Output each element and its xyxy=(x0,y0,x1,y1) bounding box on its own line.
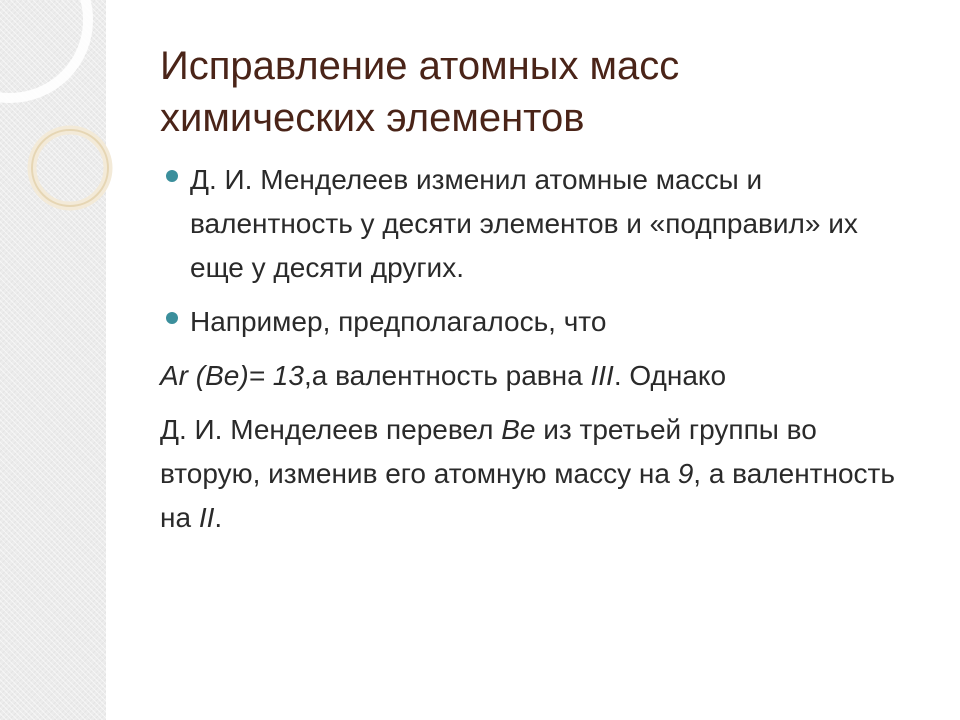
decorative-ring-small-inner xyxy=(32,130,108,206)
element-symbol: Be xyxy=(501,414,536,445)
bullet-dot-icon xyxy=(166,170,178,182)
text-segment: . Однако xyxy=(613,360,727,391)
paragraph-mendeleev-change xyxy=(160,408,900,540)
valence-roman: III xyxy=(590,360,614,391)
paragraph-beryllium-mass xyxy=(160,354,900,398)
bullet-item xyxy=(160,158,900,290)
decorative-ring-large xyxy=(0,0,88,98)
text-segment: . xyxy=(214,502,223,533)
text-segment: из третьей группы во вторую, изменив его атомную массу на xyxy=(160,414,817,489)
bullet-item xyxy=(160,300,900,344)
mass-value: 9 xyxy=(677,458,694,489)
slide-title: Исправление атомных масс химических элементов xyxy=(160,44,680,140)
decorative-rings xyxy=(0,0,160,240)
slide-body xyxy=(160,158,900,550)
bullet-text: Д. И. Менделеев изменил атомные массы и валентность у десяти элементов и «подправил» их еще у десяти других. xyxy=(190,164,858,283)
text-segment: Д. И. Менделеев перевел xyxy=(160,414,502,445)
text-segment: ,а валентность равна xyxy=(303,360,591,391)
formula-ar-be: Ar (Be)= 13 xyxy=(160,360,304,391)
valence-roman: II xyxy=(198,502,215,533)
text-segment: , а валентность на xyxy=(160,458,895,533)
bullet-dot-icon xyxy=(166,312,178,324)
bullet-text: Например, предполагалось, что xyxy=(190,306,607,337)
